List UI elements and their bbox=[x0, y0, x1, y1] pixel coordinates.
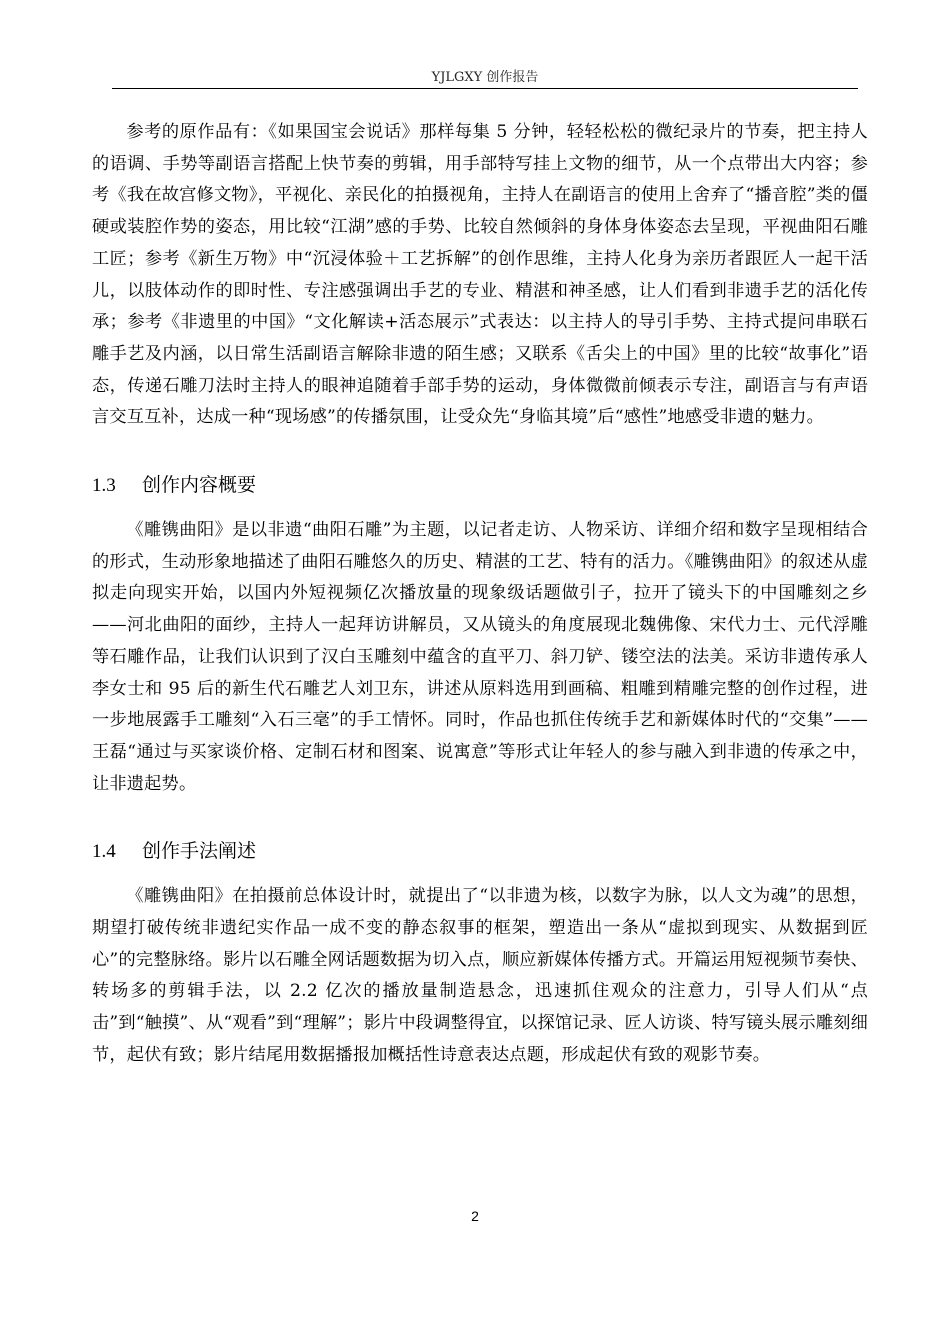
section-heading-1-3 bbox=[92, 470, 868, 501]
paragraph-content-summary: 《雕镌曲阳》是以非遗“曲阳石雕”为主题，以记者走访、人物采访、详细介绍和数字呈现相结合的形式，生动形象地描述了曲阳石雕悠久的历史、精湛的工艺、特有的活力。《雕镌曲阳》的叙述从虚拟走向现实开始，以国内外短视频亿次播放量的现象级话题做引子，拉开了镜头下的中国雕刻之乡——河北曲阳的面纱，主持人一起拜访讲解员，又从镜头的角度展现北魏佛像、宋代力士、元代浮雕等石雕作品，让我们认识到了汉白玉雕刻中蕴含的直平刀、斜刀铲、镂空法的法美。采访非遗传承人李女士和 95 后的新生代石雕艺人刘卫东，讲述从原料选用到画稿、粗雕到精雕完整的创作过程，进一步地展露手工雕刻“入石三毫”的手工情怀。同时，作品也抓住传统手艺和新媒体时代的“交集”——王磊“通过与买家谈价格、定制石材和图案、说寓意”等形式让年轻人的参与融入到非遗的传承之中，让非遗起势。 bbox=[92, 520, 868, 794]
page-header: YJLGXY 创作报告 bbox=[431, 70, 539, 85]
header-divider bbox=[112, 88, 858, 89]
section-heading-1-4 bbox=[92, 836, 868, 867]
section-title: 创作内容概要 bbox=[142, 474, 257, 497]
page-number: 2 bbox=[471, 1208, 479, 1224]
section-title: 创作手法阐述 bbox=[142, 840, 257, 863]
document-body bbox=[92, 117, 868, 1072]
paragraph-technique: 《雕镌曲阳》在拍摄前总体设计时，就提出了“以非遗为核，以数字为脉，以人文为魂”的思想，期望打破传统非遗纪实作品一成不变的静态叙事的框架，塑造出一条从“虚拟到现实、从数据到匠心”的完整脉络。影片以石雕全网话题数据为切入点，顺应新媒体传播方式。开篇运用短视频节奏快、转场多的剪辑手法，以 2.2 亿次的播放量制造悬念，迅速抓住观众的注意力，引导人们从“点击”到“触摸”、从“观看”到“理解”；影片中段调整得宜，以探馆记录、匠人访谈、特写镜头展示雕刻细节，起伏有致；影片结尾用数据播报加概括性诗意表达点题，形成起伏有致的观影节奏。 bbox=[92, 886, 868, 1065]
section-number: 1.3 bbox=[92, 475, 116, 497]
section-number: 1.4 bbox=[92, 841, 116, 863]
paragraph-references: 参考的原作品有：《如果国宝会说话》那样每集 5 分钟，轻轻松松的微纪录片的节奏，把主持人的语调、手势等副语言搭配上快节奏的剪辑，用手部特写挂上文物的细节，从一个点带出大内容；参考《我在故宫修文物》，平视化、亲民化的拍摄视角，主持人在副语言的使用上舍弃了“播音腔”类的僵硬或装腔作势的姿态，用比较“江湖”感的手势、比较自然倾斜的身体身体姿态去呈现，平视曲阳石雕工匠；参考《新生万物》中“沉浸体验＋工艺拆解”的创作思维，主持人化身为亲历者跟匠人一起干活儿，以肢体动作的即时性、专注感强调出手艺的专业、精湛和神圣感，让人们看到非遗手艺的活化传承；参考《非遗里的中国》“文化解读+活态展示”式表达：以主持人的导引手势、主持式提问串联石雕手艺及内涵，以日常生活副语言解除非遗的陌生感；又联系《舌尖上的中国》里的比较“故事化”语态，传递石雕刀法时主持人的眼神追随着手部手势的运动，身体微微前倾表示专注，副语言与有声语言交互互补，达成一种“现场感”的传播氛围，让受众先“身临其境”后“感性”地感受非遗的魅力。 bbox=[92, 122, 868, 428]
